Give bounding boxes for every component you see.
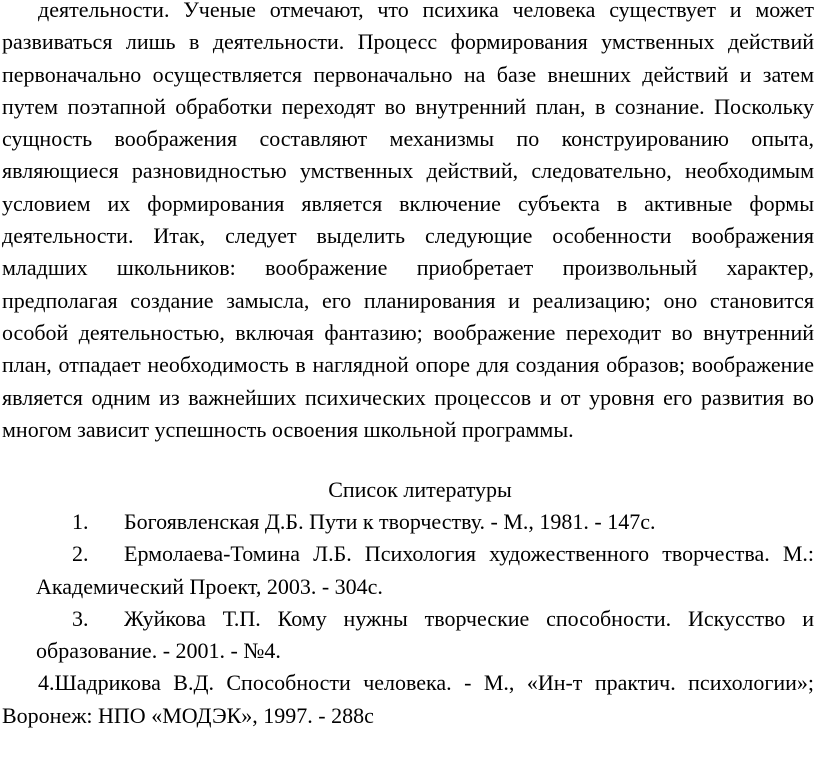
bibliography-item-text: Шадрикова В.Д. Способности человека. - М., «Ин-т практич. психологии»; Воронеж: НПО «МОДЭК», 1997. - 288с	[2, 670, 814, 728]
bibliography-item-number: 3.	[72, 605, 89, 631]
bibliography-item-text: Ермолаева-Томина Л.Б. Психология художественного творчества. М.: Академический Проект, 2003. - 304с.	[36, 541, 814, 599]
bibliography-item-text: Богоявленская Д.Б. Пути к творчеству. - М., 1981. - 147с.	[124, 509, 656, 534]
bibliography-item-number: 1.	[72, 509, 89, 534]
bibliography-item	[0, 667, 814, 732]
bibliography-item	[0, 603, 814, 668]
bibliography-item-number: 4.	[38, 670, 55, 696]
bibliography-item-text: Жуйкова Т.П. Кому нужны творческие способности. Искусство и образование. - 2001. - №4.	[36, 605, 814, 664]
bibliography-list	[0, 506, 816, 732]
bibliography-item	[0, 506, 814, 538]
body-paragraph: деятельности. Ученые отмечают, что психика человека существует и может развиваться лишь в деятельности. Процесс формирования умственных действий первоначально осуществляется первоначально на базе внешних действий и затем путем поэтапной обработки переходят во внутренний план, в сознание. Поскольку сущность воображения составляют механизмы по конструированию опыта, являющиеся разновидностью умственных действий, следовательно, необходимым условием их формирования является включение субъекта в активные формы деятельности. Итак, следует выделить следующие особенности воображения младших школьников: воображение приобретает произвольный характер, предполагая создание замысла, его планирования и реализацию; оно становится особой деятельностью, включая фантазию; воображение переходит во внутренний план, отпадает необходимость в наглядной опоре для создания образов; воображение является одним из важнейших психических процессов и от уровня его развития во многом зависит успешность освоения школьной программы.	[2, 0, 814, 442]
bibliography-item-number: 2.	[72, 541, 89, 567]
bibliography-title: Список литературы	[328, 477, 512, 502]
bibliography-item	[0, 538, 814, 603]
